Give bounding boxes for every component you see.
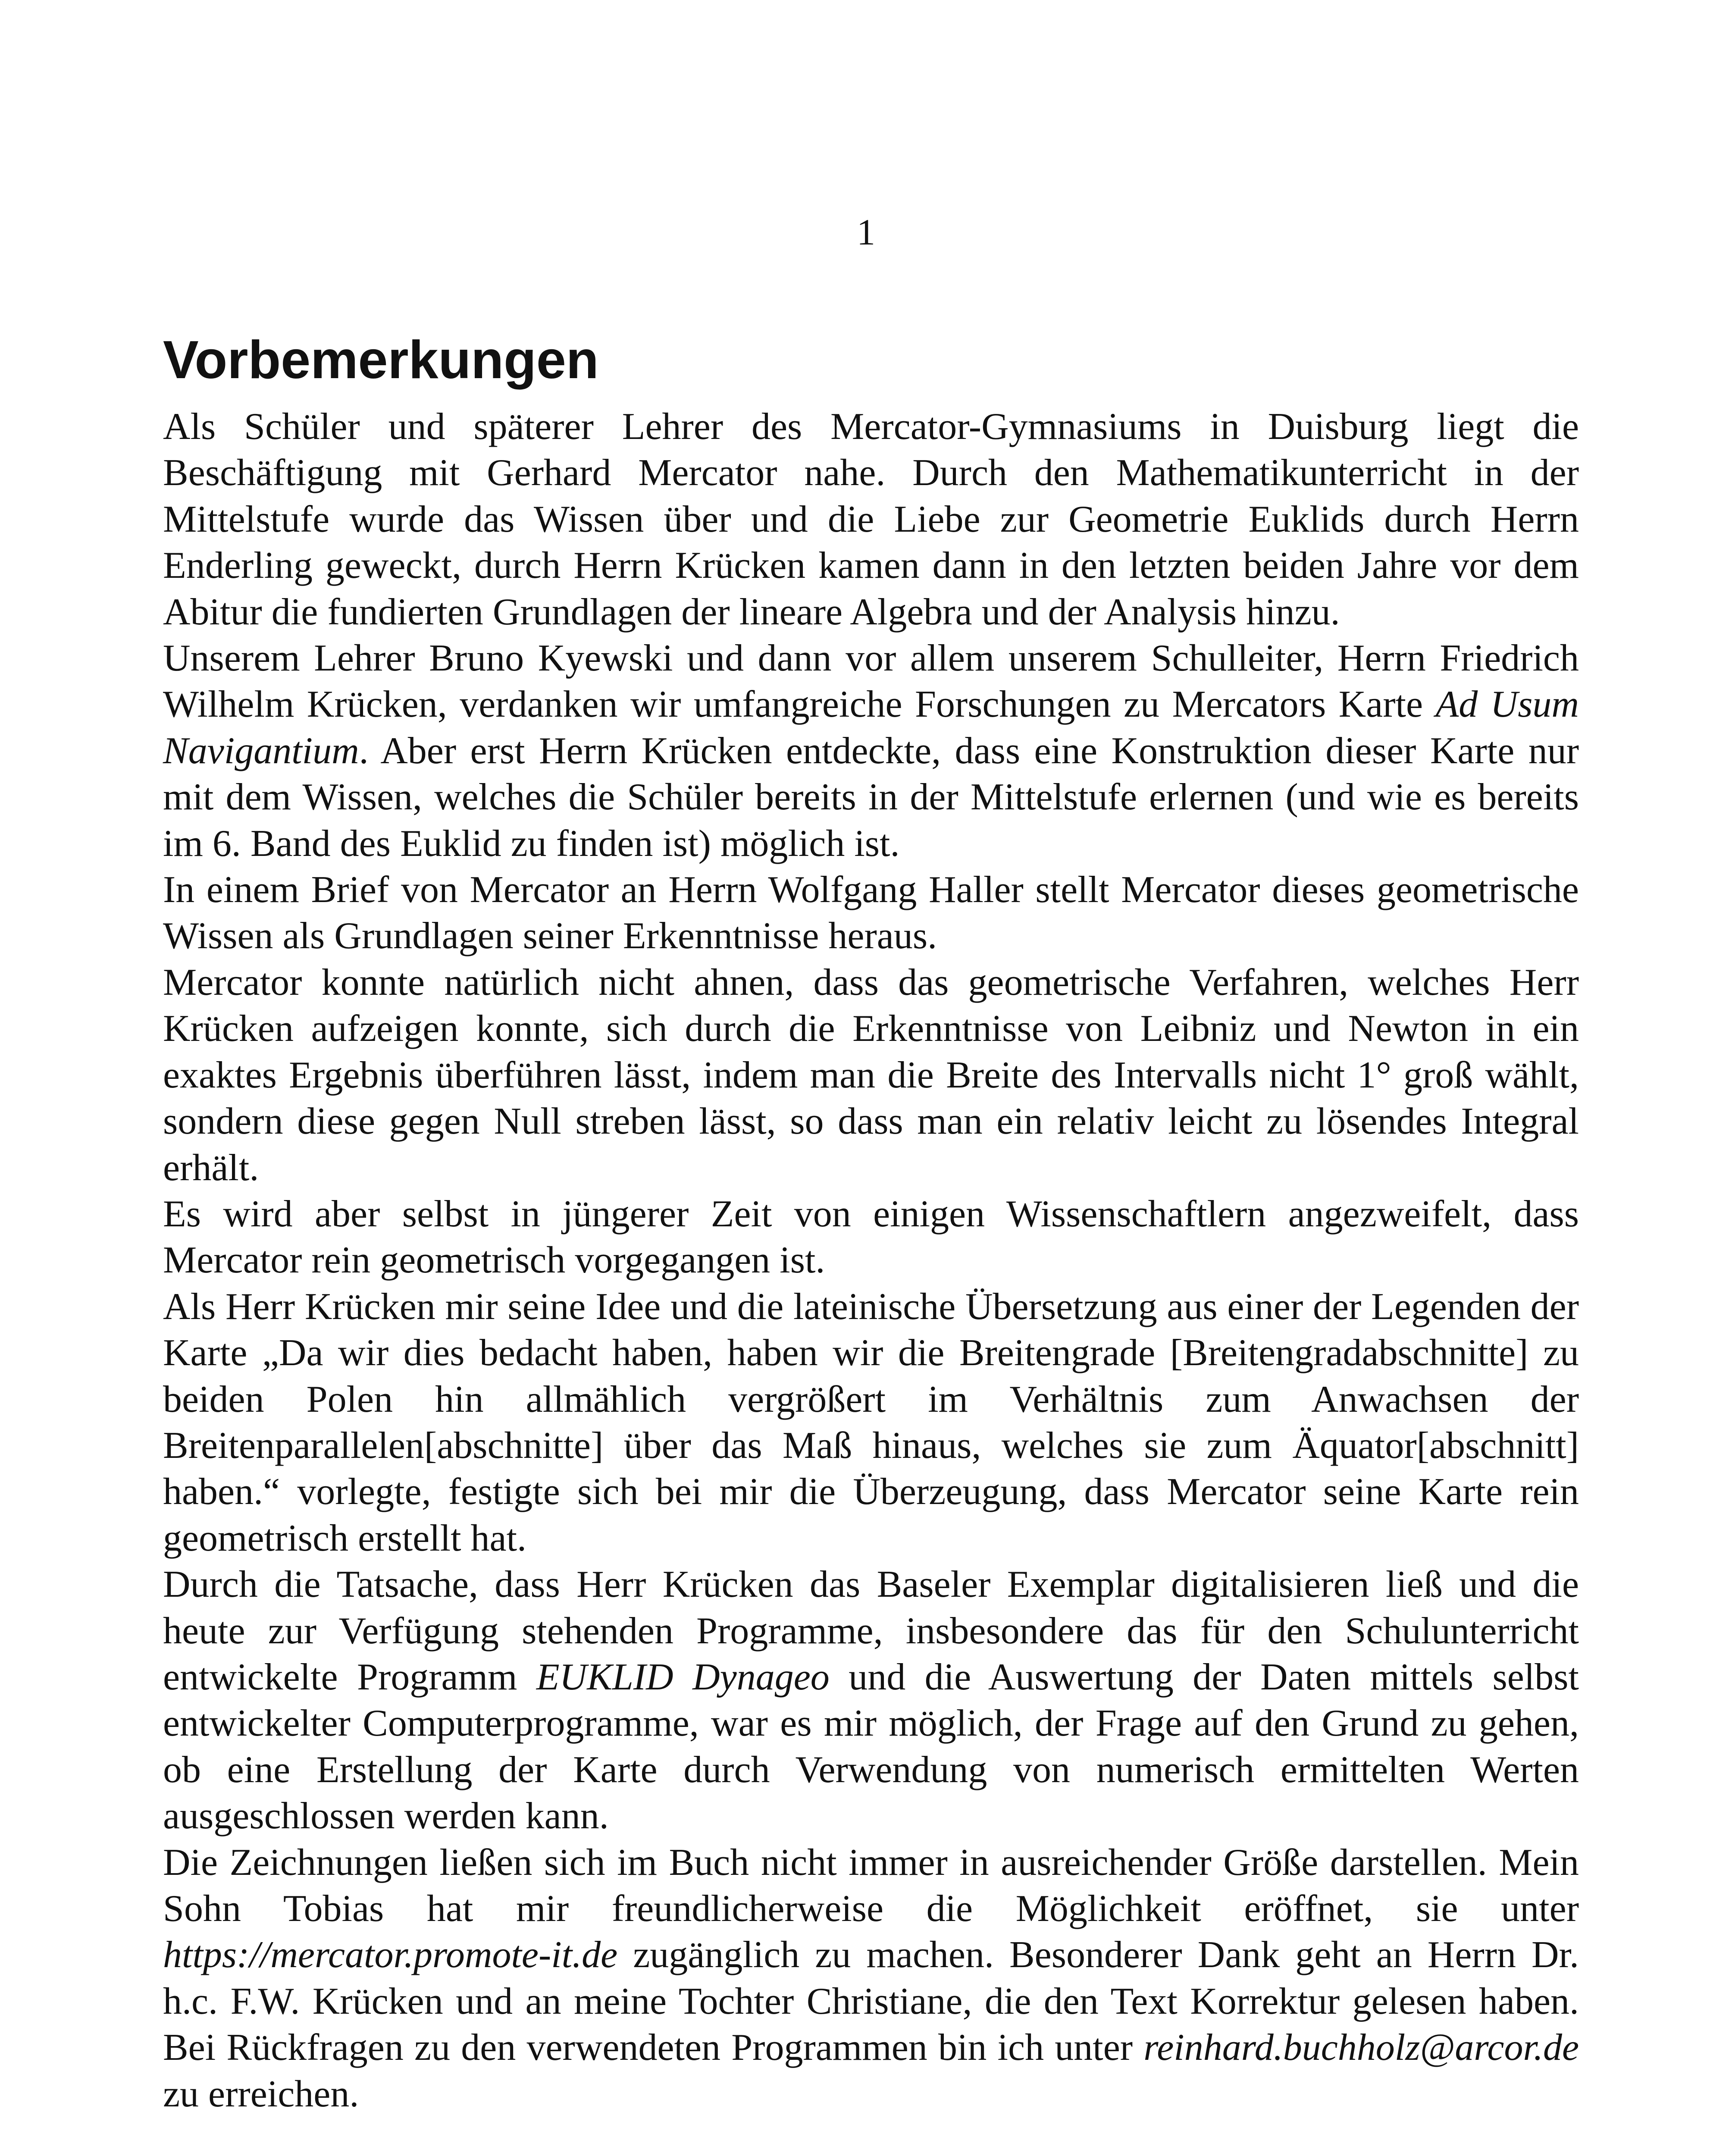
section-heading: Vorbemerkungen	[163, 330, 599, 390]
italic-text: https://mercator.promote-it.de	[163, 1934, 618, 1976]
text-run: und die Auswertung der Daten mittels selbst entwickelter Computerprogramme, war es mir möglich, der Frage auf den Grund zu gehen, ob eine Erstellung der Karte durch Verwendung von numerisch ermittelten Werten ausgeschlossen werden kann.	[163, 1656, 1579, 1837]
paragraph	[163, 404, 1579, 635]
paragraph	[163, 1284, 1579, 1561]
text-run: Mercator konnte natürlich nicht ahnen, dass das geometrische Verfahren, welches Herr Krücken aufzeigen konnte, sich durch die Erkenntnisse von Leibniz und Newton in ein exaktes Ergebnis überführen lässt, indem man die Breite des Intervalls nicht 1° groß wählt, sondern diese gegen Null streben lässt, so dass man ein relativ leicht zu lösendes Integral erhält.	[163, 961, 1579, 1189]
text-run: In einem Brief von Mercator an Herrn Wolfgang Haller stellt Mercator dieses geometrische Wissen als Grundlagen seiner Erkenntnisse heraus.	[163, 869, 1579, 957]
italic-text: Ad Usum Navigantium	[163, 683, 1579, 772]
text-run: . Aber erst Herrn Krücken entdeckte, dass eine Konstruktion dieser Karte nur mit dem Wissen, welches die Schüler bereits in der Mittelstufe erlernen (und wie es bereits im 6. Band des Euklid zu finden ist) möglich ist.	[163, 730, 1579, 865]
text-run: Durch die Tatsache, dass Herr Krücken das Baseler Exemplar digitalisieren ließ und die heute zur Verfügung stehenden Programme, insbesondere das für den Schulunterricht entwickelte Programm	[163, 1564, 1579, 1698]
body-text	[163, 404, 1579, 2117]
text-run: Unserem Lehrer Bruno Kyewski und dann vor allem unserem Schulleiter, Herrn Friedrich Wilhelm Krücken, verdanken wir umfangreiche Forschungen zu Mercators Karte	[163, 637, 1579, 726]
paragraph	[163, 867, 1579, 959]
text-run: Als Herr Krücken mir seine Idee und die lateinische Übersetzung aus einer der Legenden der Karte „Da wir dies bedacht haben, haben wir die Breitengrade [Breitengradabschnitte] zu beiden Polen hin allmählich vergrößert im Verhältnis zum Anwachsen der Breitenparallelen[abschnitte] über das Maß hinaus, welches sie zum Äquator[abschnitt] haben.“ vorlegte, festigte sich bei mir die Überzeugung, dass Mercator seine Karte rein geometrisch erstellt hat.	[163, 1285, 1579, 1559]
text-run: zugänglich zu machen. Besonderer Dank geht an Herrn Dr. h.c. F.W. Krücken und an meine Tochter Christiane, die den Text Korrektur gelesen haben. Bei Rückfragen zu den verwendeten Programmen bin ich unter	[163, 1934, 1579, 2069]
paragraph	[163, 959, 1579, 1191]
italic-text: reinhard.buchholz@arcor.de	[1143, 2027, 1579, 2069]
text-run: Die Zeichnungen ließen sich im Buch nicht immer in ausreichender Größe darstellen. Mein Sohn Tobias hat mir freundlicherweise die Möglichkeit eröffnet, sie unter	[163, 1841, 1579, 1930]
paragraph	[163, 1561, 1579, 1839]
page-number: 1	[857, 211, 875, 253]
italic-text: EUKLID Dynageo	[536, 1656, 830, 1698]
text-run: zu erreichen.	[163, 2073, 359, 2115]
text-run: Es wird aber selbst in jüngerer Zeit von einigen Wissenschaftlern angezweifelt, dass Mercator rein geometrisch vorgegangen ist.	[163, 1193, 1579, 1282]
paragraph	[163, 1191, 1579, 1284]
paragraph	[163, 635, 1579, 867]
paragraph	[163, 1839, 1579, 2117]
text-run: Als Schüler und späterer Lehrer des Mercator-Gymnasiums in Duisburg liegt die Beschäftigung mit Gerhard Mercator nahe. Durch den Mathematikunterricht in der Mittelstufe wurde das Wissen über und die Liebe zur Geometrie Euklids durch Herrn Enderling geweckt, durch Herrn Krücken kamen dann in den letzten beiden Jahre vor dem Abitur die fundierten Grundlagen der lineare Algebra und der Analysis hinzu.	[163, 406, 1579, 633]
